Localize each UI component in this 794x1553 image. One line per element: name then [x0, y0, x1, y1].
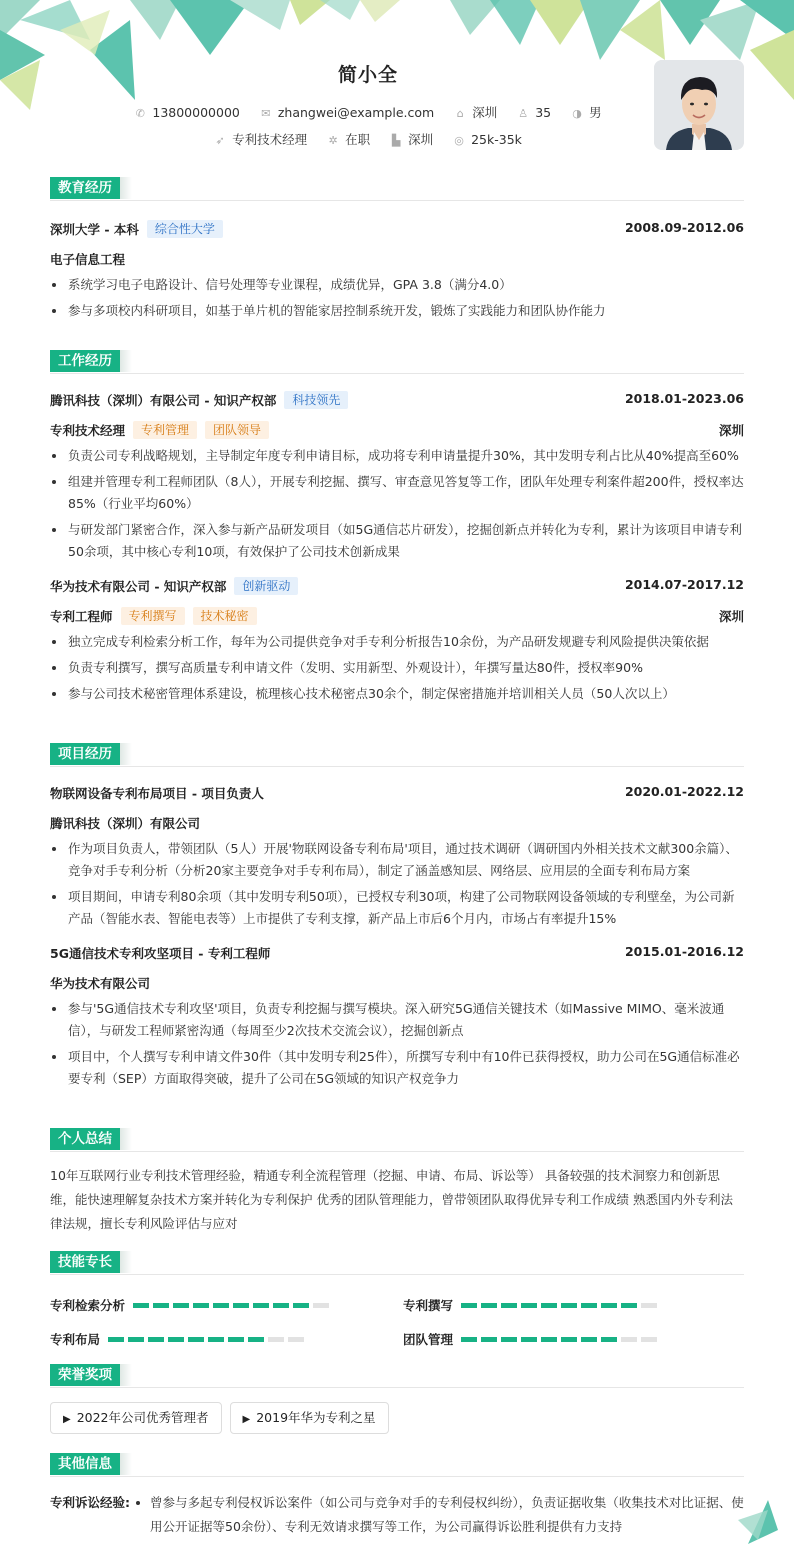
list-item: 项目期间，申请专利80余项（其中发明专利50项），已授权专利30项，构建了公司物联网设备领域的专利壁垒，为公司新产品（智能水表、智能电表等）上市提供了专利支撑，新产品上市后6个月内，市场占有率提升15% [50, 886, 744, 930]
salary-value: 25k-35k [471, 131, 522, 147]
section-title: 教育经历 [50, 177, 120, 199]
play-icon: ▶ [63, 1414, 71, 1425]
skill-level-segment [268, 1337, 284, 1342]
location-value: 深圳 [472, 105, 498, 120]
project-name: 5G通信技术专利攻坚项目 - 专利工程师 [50, 946, 271, 961]
target-city-value: 深圳 [408, 132, 434, 147]
job-bullets [50, 631, 744, 705]
skill-name: 专利检索分析 [50, 1298, 126, 1313]
skill-level-bar [108, 1337, 304, 1342]
education-date: 2008.09-2012.06 [624, 220, 744, 235]
home-icon: ⌂ [456, 107, 464, 120]
skill-level-segment [228, 1337, 244, 1342]
gender-icon: ◑ [572, 107, 582, 120]
list-item: 系统学习电子电路设计、信号处理等专业课程，成绩优异，GPA 3.8（满分4.0） [50, 274, 744, 296]
skill-level-segment [461, 1337, 477, 1342]
skill-level-bar [461, 1337, 657, 1342]
other-label: 专利诉讼经验: [50, 1495, 130, 1510]
skill-level-segment [208, 1337, 224, 1342]
skill-level-segment [561, 1303, 577, 1308]
project-date: 2020.01-2022.12 [624, 784, 744, 799]
skill-level-segment [541, 1337, 557, 1342]
job-intent-row [0, 130, 736, 148]
candidate-name: 简小全 [337, 64, 398, 86]
skill-name: 专利布局 [50, 1332, 101, 1347]
project-date: 2015.01-2016.12 [624, 944, 744, 959]
list-item: 负责专利撰写，撰写高质量专利申请文件（发明、实用新型、外观设计），年撰写量达80件，授权率90% [50, 657, 744, 679]
building-icon: ▙ [391, 134, 401, 147]
list-item: 负责公司专利战略规划，主导制定年度专利申请目标，成功将专利申请量提升30%，其中发明专利占比从40%提高至60% [50, 445, 744, 467]
honor-item [50, 1402, 222, 1434]
play-icon: ▶ [242, 1414, 251, 1425]
skill-level-segment [601, 1337, 617, 1342]
send-icon: ➶ [215, 134, 225, 147]
job-bullets [50, 445, 744, 563]
position-row [50, 421, 744, 441]
skill-tag: 技术秘密 [193, 607, 257, 625]
skill-level-segment [313, 1303, 329, 1308]
skill-level-segment [168, 1337, 184, 1342]
skill-item [50, 1327, 304, 1351]
section-title: 技能专长 [50, 1251, 120, 1273]
phone-item [134, 105, 239, 120]
skill-level-segment [561, 1337, 577, 1342]
job-title-item [214, 130, 307, 148]
list-item: 独立完成专利检索分析工作，每年为公司提供竞争对手专利分析报告10余份，为产品研发规避专利风险提供决策依据 [50, 631, 744, 653]
resume-header [0, 0, 794, 165]
skills-grid [50, 1283, 744, 1353]
skill-level-segment [481, 1337, 497, 1342]
phone-value: 13800000000 [152, 104, 240, 120]
job-title-value: 专利技术经理 [232, 132, 308, 147]
skill-level-segment [153, 1303, 169, 1308]
status-icon: ✲ [328, 134, 338, 147]
list-item: 项目中，个人撰写专利申请文件30件（其中发明专利25件），所撰写专利中有10件已获得授权，助力公司在5G通信标准必要专利（SEP）方面取得突破，提升了公司在5G领域的知识产权竞争力 [50, 1046, 744, 1090]
skill-level-segment [621, 1303, 637, 1308]
skill-level-segment [601, 1303, 617, 1308]
list-item: 组建并管理专利工程师团队（8人），开展专利挖掘、撰写、审查意见答复等工作，团队年处理专利案件超200件，授权率达85%（行业平均60%） [50, 471, 744, 515]
job-entry-header [50, 391, 744, 411]
skill-level-segment [521, 1303, 537, 1308]
skill-level-segment [213, 1303, 229, 1308]
skill-name: 专利撰写 [403, 1298, 454, 1313]
position-name: 专利技术经理 [50, 423, 126, 438]
skill-tag: 专利管理 [133, 421, 197, 439]
work-section [50, 350, 744, 705]
skill-level-segment [641, 1303, 657, 1308]
other-section [50, 1453, 744, 1539]
skill-level-segment [108, 1337, 124, 1342]
phone-icon: ✆ [135, 106, 145, 120]
skill-level-segment [581, 1303, 597, 1308]
avatar-portrait [654, 60, 744, 150]
skill-level-segment [128, 1337, 144, 1342]
gender-item [571, 103, 602, 121]
project-section [50, 743, 744, 1090]
project-bullets [50, 838, 744, 930]
skill-level-segment [501, 1303, 517, 1308]
skill-level-segment [233, 1303, 249, 1308]
skill-tag: 团队领导 [205, 421, 269, 439]
major-row [50, 250, 744, 270]
skill-level-segment [501, 1337, 517, 1342]
project-entry-header [50, 944, 744, 964]
section-title: 其他信息 [50, 1453, 120, 1475]
position-name: 专利工程师 [50, 609, 113, 624]
skill-name: 团队管理 [403, 1332, 454, 1347]
cake-icon: ♙ [518, 106, 529, 120]
skill-level-segment [288, 1337, 304, 1342]
project-org-row [50, 974, 744, 994]
summary-section [50, 1128, 744, 1236]
honor-label: 2019年华为专利之星 [256, 1410, 376, 1425]
section-title: 工作经历 [50, 350, 120, 372]
target-city-item [390, 130, 433, 148]
school-tag: 综合性大学 [147, 220, 223, 238]
skill-level-bar [461, 1303, 657, 1308]
honor-label: 2022年公司优秀管理者 [76, 1410, 209, 1425]
skill-level-segment [293, 1303, 309, 1308]
education-bullets [50, 274, 744, 322]
skill-level-segment [581, 1337, 597, 1342]
other-entry [50, 1491, 744, 1539]
major-name: 电子信息工程 [50, 252, 126, 267]
list-item: 作为项目负责人，带领团队（5人）开展'物联网设备专利布局'项目，通过技术调研（调研国内外相关技术文献300余篇）、竞争对手专利分析（分析20家主要竞争对手专利布局），制定了涵盖感知层、网络层、应用层的全面专利布局方案 [50, 838, 744, 882]
list-item: 与研发部门紧密合作，深入参与新产品研发项目（如5G通信芯片研发），挖掘创新点并转化为专利，累计为该项目申请专利50余项，其中核心专利10项，有效保护了公司技术创新成果 [50, 519, 744, 563]
school-name: 深圳大学 - 本科 [50, 222, 139, 237]
job-date: 2018.01-2023.06 [624, 391, 744, 406]
project-name: 物联网设备专利布局项目 - 项目负责人 [50, 786, 264, 801]
skill-level-segment [148, 1337, 164, 1342]
company-name: 腾讯科技（深圳）有限公司 - 知识产权部 [50, 393, 277, 408]
section-title: 项目经历 [50, 743, 120, 765]
job-city: 深圳 [718, 423, 744, 438]
job-date: 2014.07-2017.12 [624, 577, 744, 592]
honors-list [50, 1402, 744, 1434]
position-row [50, 607, 744, 627]
job-city: 深圳 [718, 609, 744, 624]
skill-level-segment [521, 1337, 537, 1342]
honors-section [50, 1364, 744, 1434]
status-item [327, 130, 370, 148]
skill-item [403, 1327, 657, 1351]
company-name: 华为技术有限公司 - 知识产权部 [50, 579, 227, 594]
skills-section [50, 1251, 744, 1353]
email-item [260, 105, 434, 120]
list-item: 参与公司技术秘密管理体系建设，梳理核心技术秘密点30余个，制定保密措施并培训相关人员（50人次以上） [50, 683, 744, 705]
project-bullets [50, 998, 744, 1090]
list-item: 参与多项校内科研项目，如基于单片机的智能家居控制系统开发，锻炼了实践能力和团队协作能力 [50, 300, 744, 322]
project-org: 腾讯科技（深圳）有限公司 [50, 816, 201, 831]
skill-level-segment [173, 1303, 189, 1308]
contact-row [0, 103, 736, 121]
age-value: 35 [535, 104, 552, 120]
project-entry-header [50, 784, 744, 804]
skill-level-segment [248, 1337, 264, 1342]
list-item: 参与'5G通信技术专利攻坚'项目，负责专利挖掘与撰写模块。深入研究5G通信关键技术（如Massive MIMO、毫米波通信），与研发工程师紧密沟通（每周至少2次技术交流会议），挖掘创新点 [50, 998, 744, 1042]
skill-level-segment [273, 1303, 289, 1308]
company-tag: 创新驱动 [234, 577, 298, 595]
section-title: 个人总结 [50, 1128, 120, 1150]
skill-tag: 专利撰写 [121, 607, 185, 625]
skill-level-bar [133, 1303, 329, 1308]
skill-level-segment [253, 1303, 269, 1308]
summary-text: 10年互联网行业专利技术管理经验，精通专利全流程管理（挖掘、申请、布局、诉讼等） 具备较强的技术洞察力和创新思维，能快速理解复杂技术方案并转化为专利保护 优秀的团队管理能力，曾带领团队取得优异专利工作成绩 熟悉国内外专利法律法规，擅长专利风险评估与应对 [50, 1168, 733, 1231]
skill-level-segment [188, 1337, 204, 1342]
mail-icon: ✉ [261, 106, 271, 120]
section-title: 荣誉奖项 [50, 1364, 120, 1386]
honor-item [230, 1402, 389, 1434]
skill-level-segment [641, 1337, 657, 1342]
coin-icon: ◎ [454, 133, 464, 147]
education-section [50, 177, 744, 322]
age-item [517, 105, 551, 120]
skill-item [50, 1293, 329, 1317]
salary-item [453, 132, 522, 147]
education-entry-header [50, 220, 744, 240]
footer-decoration [738, 1500, 778, 1544]
skill-level-segment [481, 1303, 497, 1308]
project-org: 华为技术有限公司 [50, 976, 151, 991]
email-value: zhangwei@example.com [277, 104, 435, 120]
location-item [454, 103, 497, 121]
skill-level-segment [621, 1337, 637, 1342]
project-org-row [50, 814, 744, 834]
company-tag: 科技领先 [284, 391, 348, 409]
status-value: 在职 [345, 132, 371, 147]
skill-level-segment [193, 1303, 209, 1308]
skill-level-segment [133, 1303, 149, 1308]
avatar [654, 60, 744, 150]
skill-level-segment [541, 1303, 557, 1308]
gender-value: 男 [589, 105, 602, 120]
other-text: 曾参与多起专利侵权诉讼案件（如公司与竞争对手的专利侵权纠纷），负责证据收集（收集技术对比证据、使用公开证据等50余份）、专利无效请求撰写等工作，为公司赢得诉讼胜利提供有力支持 [134, 1491, 744, 1539]
skill-item [403, 1293, 657, 1317]
job-entry-header [50, 577, 744, 597]
skill-level-segment [461, 1303, 477, 1308]
